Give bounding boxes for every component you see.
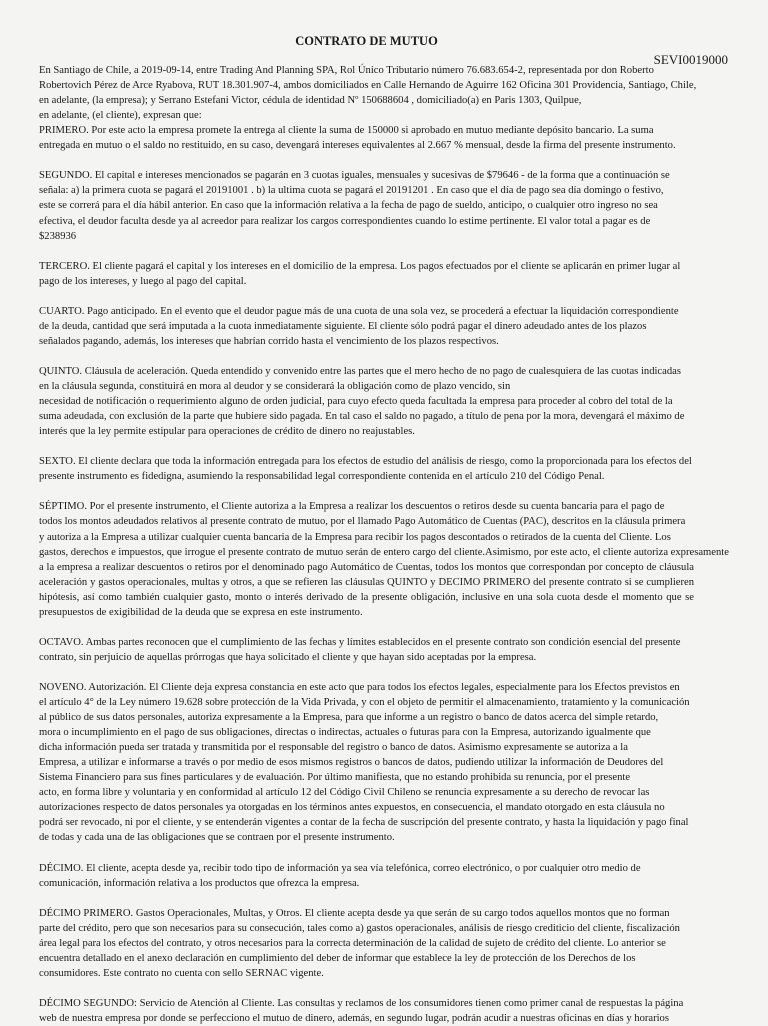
contract-text-line: de todas y cada una de las obligaciones que se contraen por el presente instrumento.	[39, 832, 395, 844]
contract-text-line: SÉPTIMO. Por el presente instrumento, el Cliente autoriza a la Empresa a realizar los descuentos o retiros desde su cuenta bancaria para el pago de	[39, 501, 665, 513]
paragraph-gap	[39, 620, 694, 635]
contract-text-line: este se correrá para el día hábil anterior. En caso que la información relativa a la fecha de pago de sueldo, anticipo, o cualquier otro ingreso no sea	[39, 200, 658, 212]
contract-text-line: pago de los intereses, y luego al pago del capital.	[39, 275, 247, 287]
contract-text-line: en adelante, (el cliente), expresan que:	[39, 110, 202, 122]
contract-text-line: mora o incumplimiento en el pago de sus obligaciones, directas o indirectas, actuales o futuras para con la Empresa, autorizando igualmente que	[39, 727, 651, 739]
contract-text-line: de la deuda, cantidad que será imputada a la cuota inmediatamente siguiente. El cliente sólo podrá pagar el dinero adeudado antes de los plazos	[39, 320, 647, 332]
contract-text-line: aceleración y gastos operacionales, multas y otros, a que se refieren las cláusulas QUINTO y DECIMO PRIMERO del presente contrato si se cumplieren	[39, 576, 694, 588]
contract-text-line: en la cláusula segunda, constituirá en mora al deudor y se considerará la obligación como de plazo vencido, sin	[39, 381, 511, 393]
contract-text-line: DÉCIMO. El cliente, acepta desde ya, recibir todo tipo de información ya sea vía telefónica, correo electrónico, o por cualquier otro medio de	[39, 862, 641, 874]
contract-text-line: web de nuestra empresa por donde se perfecciono el mutuo de dinero, además, en segundo lugar, podrán acudir a nuestras oficinas en días y horarios	[39, 1013, 669, 1024]
contract-text-line: podrá ser revocado, ni por el cliente, y se entenderán vigentes a contar de la fecha de suscripción del presente contrato, y hasta la liquidación y pago final	[39, 817, 689, 829]
paragraph-gap	[39, 484, 694, 499]
paragraph-gap	[39, 665, 694, 680]
paragraph-gap	[39, 981, 694, 996]
contract-text-line: necesidad de notificación o requerimiento alguno de orden judicial, para cuyo efecto queda facultada la empresa para proceder al cobro del total de la	[39, 396, 673, 408]
contract-text-line: CUARTO. Pago anticipado. En el evento que el deudor pague más de una cuota de una sola vez, se procederá a efectuar la liquidación correspondiente	[39, 305, 679, 317]
document-title: CONTRATO DE MUTUO	[295, 34, 438, 48]
contract-text-line: Sistema Financiero para sus fines particulares y de evaluación. Por último manifiesta, que no estando prohibida su renuncia, por el presente	[39, 772, 631, 784]
contract-text-line: TERCERO. El cliente pagará el capital y los intereses en el domicilio de la empresa. Los pagos efectuados por el cliente se aplicarán en primer lugar al	[39, 260, 681, 272]
contract-text-line: en adelante, (la empresa); y Serrano Estefani Victor, cédula de identidad Nº 150688604 , domiciliado(a) en Paris 1303, Quilpue,	[39, 95, 582, 107]
contract-text-line: señalados pagando, además, los intereses que habrían corrido hasta el vencimiento de los plazos respectivos.	[39, 335, 499, 347]
paragraph-gap	[39, 153, 694, 168]
contract-text-line: SEXTO. El cliente declara que toda la información entregada para los efectos de estudio del análisis de riesgo, como la proporcionada para los efectos del	[39, 456, 692, 468]
contract-text-line: DÉCIMO PRIMERO. Gastos Operacionales, Multas, y Otros. El cliente acepta desde ya que serán de su cargo todos aquellos montos que no forman	[39, 907, 670, 919]
contract-body	[39, 63, 729, 1026]
contract-text-line: parte del crédito, pero que son necesarios para su consecución, tales como a) gastos operacionales, análisis de riesgo crediticio del cliente, fiscalización	[39, 922, 680, 934]
contract-text-line: encuentra detallado en el anexo declaración en cumplimiento del deber de informar que establece la ley de protección de los Derechos de los	[39, 952, 636, 964]
paragraph-gap	[39, 289, 694, 304]
document-reference: SEVI0019000	[653, 52, 728, 67]
contract-text-line: al público de sus datos personales, autoriza expresamente a la Empresa, para que informe a un registro o banco de datos acerca del simple retardo,	[39, 712, 659, 724]
contract-text-line: Empresa, a utilizar e informarse a través o por medio de esos mismos registros o bancos de datos, pudiendo utilizar la información de Deudores del	[39, 757, 664, 769]
contract-text-line: NOVENO. Autorización. El Cliente deja expresa constancia en este acto que para todos los efectos legales, especialmente para los Efectos previstos en	[39, 681, 680, 693]
paragraph-gap	[39, 845, 694, 860]
contract-text-line: OCTAVO. Ambas partes reconocen que el cumplimiento de las fechas y límites establecidos en el presente contrato son condición esencial del presente	[39, 636, 681, 648]
contract-text-line: presente instrumento es fidedigna, asumiendo la responsabilidad legal correspondiente contenida en el artículo 210 del Código Penal.	[39, 471, 605, 483]
contract-text-line: presupuestos de exigibilidad de la deuda que se expresa en este instrumento.	[39, 606, 363, 618]
contract-text-line: dicha información pueda ser tratada y transmitida por el responsable del registro o banco de datos. Asimismo expresamente se autoriza a la	[39, 742, 628, 754]
contract-text-line: efectiva, el deudor faculta desde ya al acreedor para realizar los cargos correspondientes cuando lo estime pertinente. El valor total a pagar es de	[39, 215, 651, 227]
contract-text-line: $238936	[39, 230, 77, 242]
paragraph-gap	[39, 891, 694, 906]
contract-text-line: entregada en mutuo o el saldo no restituido, en su caso, devengará intereses equivalentes al 2.667 % mensual, desde la firma del presente instrumento.	[39, 140, 676, 152]
contract-text-line: SEGUNDO. El capital e intereses mencionados se pagarán en 3 cuotas iguales, mensuales y sucesivas de $79646 - de la forma que a continuación se	[39, 170, 670, 182]
contract-text-line: señala: a) la primera cuota se pagará el 20191001 . b) la ultima cuota se pagará el 20191201 . En caso que el día de pago sea día domingo o festivo,	[39, 185, 664, 197]
paragraph-gap	[39, 349, 694, 364]
contract-text-line: comunicación, información relativa a los productos que ofrezca la empresa.	[39, 877, 360, 889]
contract-text-line: hipótesis, así como también cualquier gasto, monto o interés derivado de la presente obligación, inclusive en una sola cuota desde el momento que se	[39, 591, 694, 603]
contract-text-line: interés que la ley permite estipular para operaciones de crédito de dinero no reajustables.	[39, 426, 415, 438]
contract-text-line: DÉCIMO SEGUNDO: Servicio de Atención al Cliente. Las consultas y reclamos de los consumidores tienen como primer canal de respuestas la página	[39, 997, 684, 1009]
contract-text-line: En Santiago de Chile, a 2019-09-14, entre Trading And Planning SPA, Rol Único Tributario número 76.683.654-2, representada por don Roberto	[39, 65, 654, 77]
contract-text-line: área legal para los efectos del contrato, y otros necesarios para la correcta determinación de la calidad de sujeto de crédito del cliente. Lo anterior se	[39, 937, 666, 949]
contract-text-line: acto, en forma libre y voluntaria y en conformidad al artículo 12 del Código Civil Chileno se renuncia expresamente a su derecho de revocar las	[39, 787, 650, 799]
contract-text-line: y autoriza a la Empresa a utilizar cualquier cuenta bancaria de la Empresa para recibir los pagos descontados o retirados de la cuenta del Cliente. Los	[39, 531, 671, 543]
contract-text-line: el artículo 4° de la Ley número 19.628 sobre protección de la Vida Privada, y con el objeto de permitir el almacenamiento, tratamiento y la comunicación	[39, 697, 690, 709]
paragraph-gap	[39, 244, 694, 259]
paragraph-gap	[39, 439, 694, 454]
contract-text-line: autorizaciones respecto de datos personales ya otorgadas en los términos antes expuestos, en consecuencia, el mandato otorgado en esta cláusula no	[39, 802, 665, 814]
contract-text-line: PRIMERO. Por este acto la empresa promete la entrega al cliente la suma de 150000 si aprobado en mutuo mediante depósito bancario. La suma	[39, 125, 654, 137]
contract-text-line: todos los montos adeudados relativos al presente contrato de mutuo, por el llamado Pago Automático de Cuentas (PAC), descritos en la cláusula primera	[39, 516, 686, 528]
contract-text-line: a la empresa a realizar descuentos o retiros por el denominado pago Automático de Cuentas, todos los montos que correspondan por concepto de cláusula	[39, 561, 694, 573]
contract-text-line: contrato, sin perjuicio de aquellas prórrogas que haya solicitado el cliente y que hayan sido aceptadas por la empresa.	[39, 651, 537, 663]
contract-text-line: QUINTO. Cláusula de aceleración. Queda entendido y convenido entre las partes que el mero hecho de no pago de cualesquiera de las cuotas indicadas	[39, 365, 681, 377]
contract-text-line: suma adeudada, con exclusión de la parte que hubiere sido pagada. En tal caso el saldo no pagado, a título de pena por la mora, devengará el máximo de	[39, 411, 685, 423]
contract-text-line: Robertovich Pérez de Arce Ryabova, RUT 18.301.907-4, ambos domiciliados en Calle Hernando de Aguirre 162 Oficina 301 Providencia, Santiago, Chile,	[39, 80, 697, 92]
contract-text-line: consumidores. Este contrato no cuenta con sello SERNAC vigente.	[39, 967, 324, 979]
contract-text-line: gastos, derechos e impuestos, que irrogue el presente contrato de mutuo serán de entero cargo del cliente.Asimismo, por este acto, el cliente autoriza expresamente	[39, 546, 729, 558]
